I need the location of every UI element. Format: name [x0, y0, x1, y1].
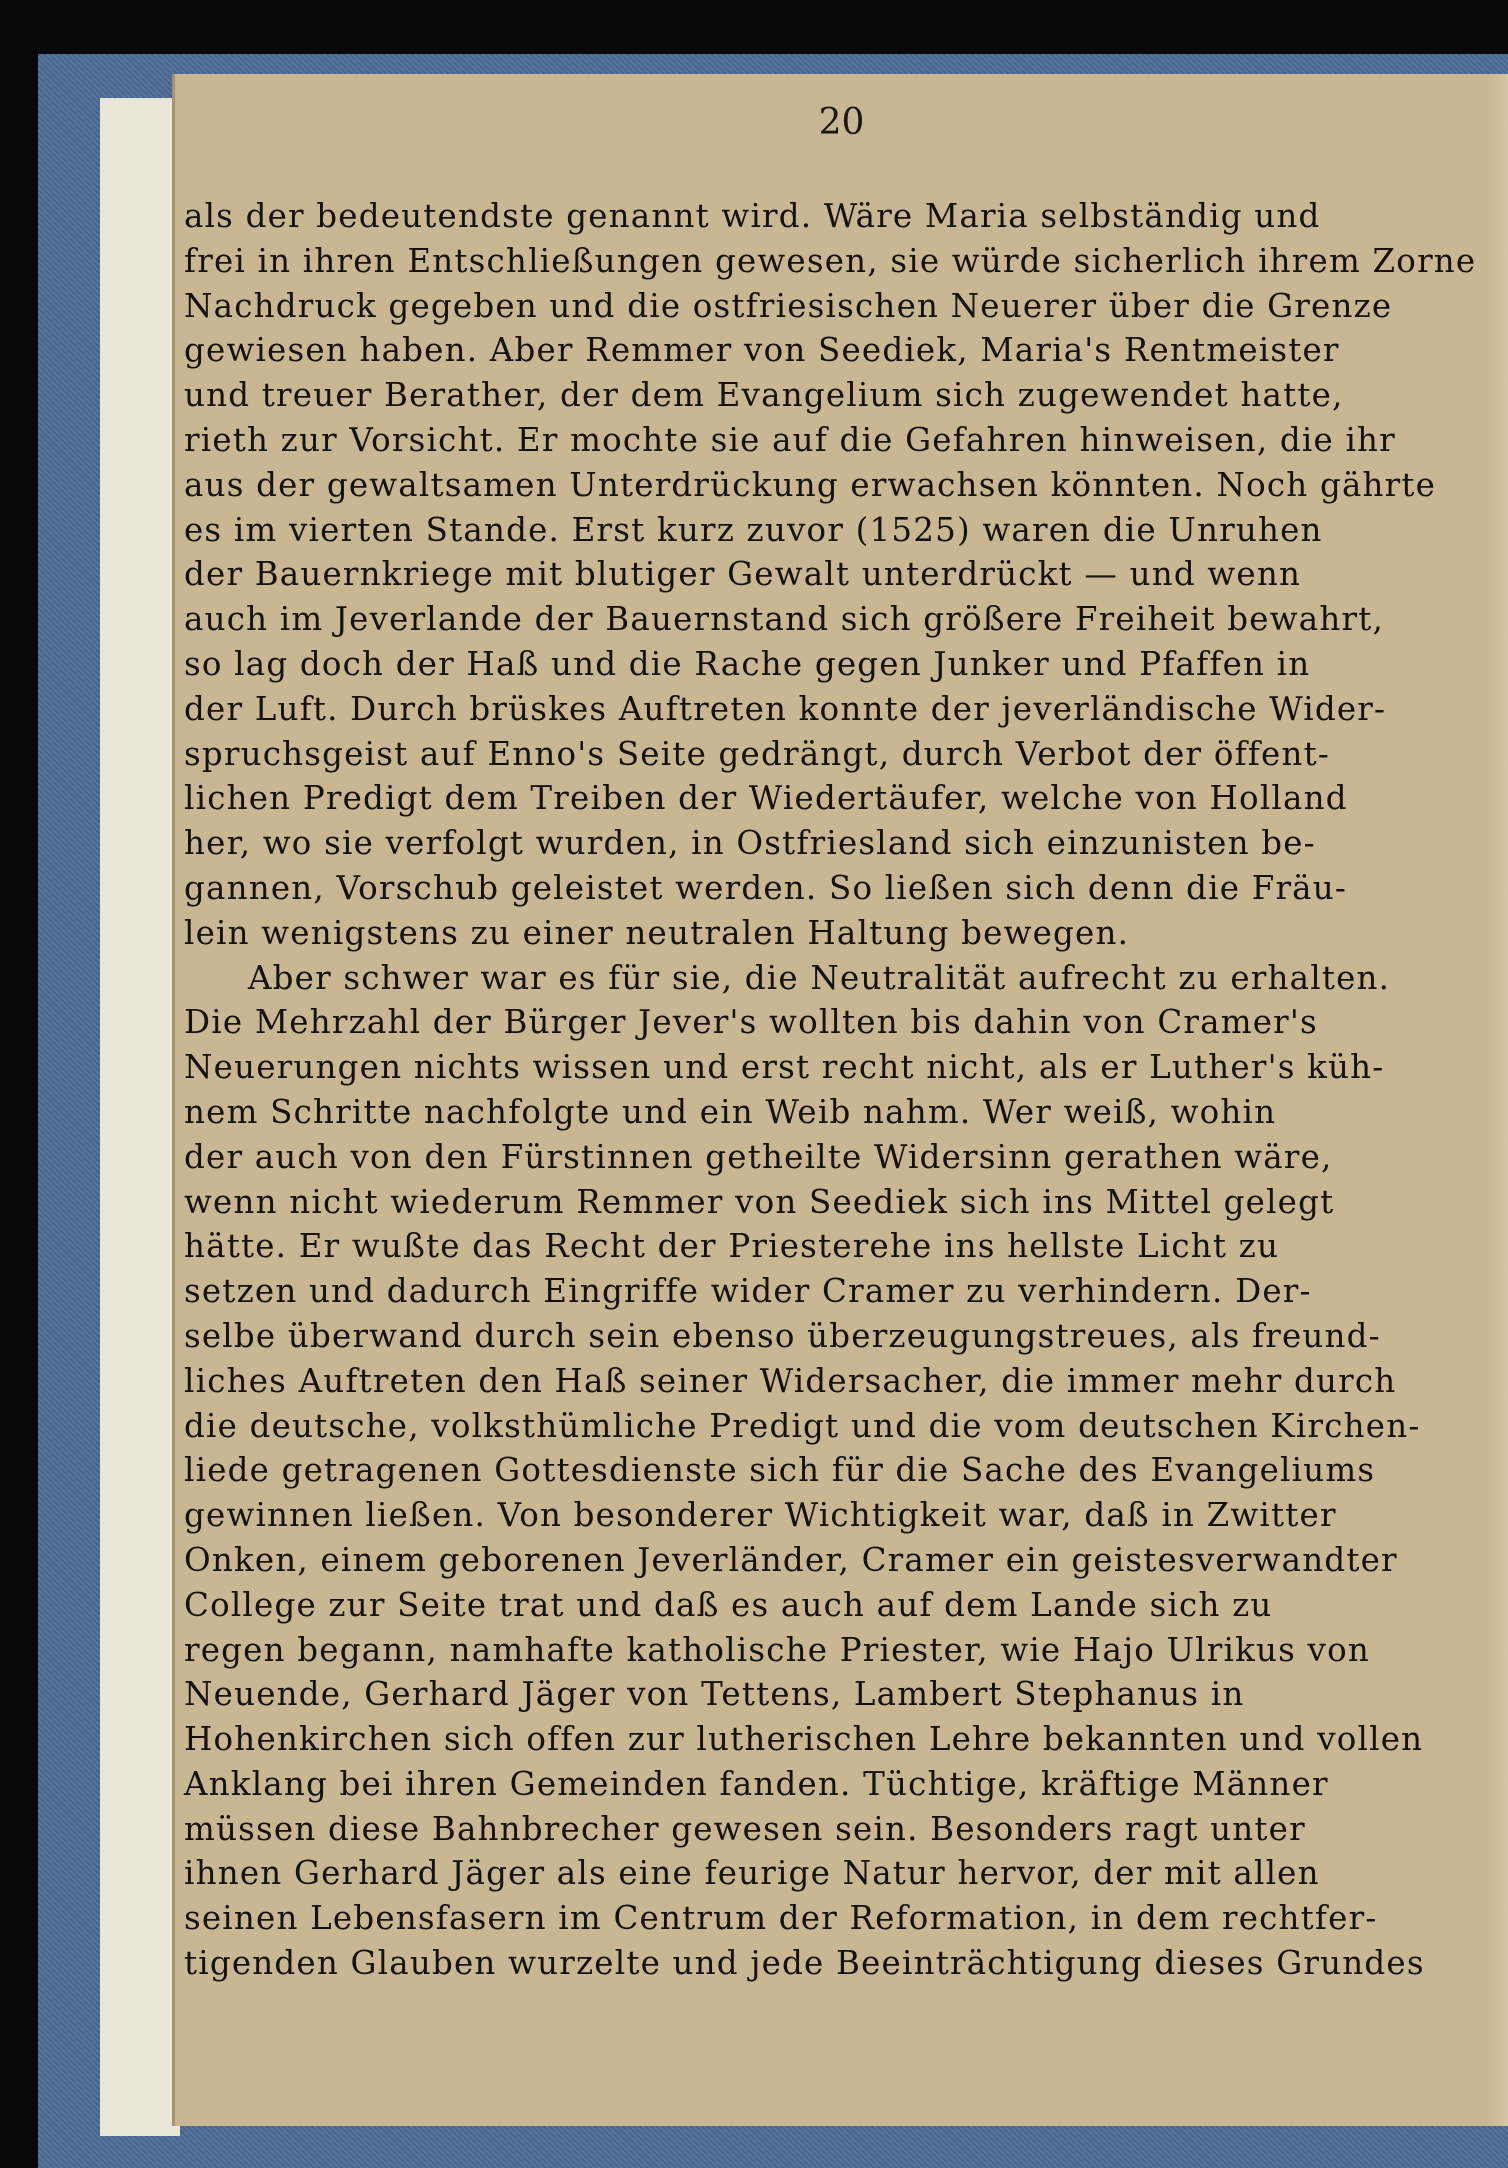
text-line: Aber schwer war es für sie, die Neutralität aufrecht zu erhalten. — [248, 958, 1391, 997]
text-line: liede getragenen Gottesdienste sich für die Sache des Evangeliums — [184, 1451, 1376, 1490]
text-line: gewinnen ließen. Von besonderer Wichtigkeit war, daß in Zwitter — [184, 1496, 1337, 1535]
text-line: Neuerungen nichts wissen und erst recht nicht, als er Luther's küh- — [184, 1048, 1385, 1087]
text-line: lein wenigstens zu einer neutralen Haltung bewegen. — [184, 913, 1130, 952]
text-line: her, wo sie verfolgt wurden, in Ostfriesland sich einzunisten be- — [184, 824, 1316, 863]
text-line: gewiesen haben. Aber Remmer von Seediek, Maria's Rentmeister — [184, 331, 1340, 370]
text-line: ihnen Gerhard Jäger als eine feurige Natur hervor, der mit allen — [184, 1854, 1320, 1893]
text-line: und treuer Berather, der dem Evangelium sich zugewendet hatte, — [184, 376, 1344, 415]
text-line: regen begann, namhafte katholische Priester, wie Hajo Ulrikus von — [184, 1630, 1370, 1669]
page-body — [184, 194, 1484, 1986]
text-line: Hohenkirchen sich offen zur lutherischen Lehre bekannten und vollen — [184, 1720, 1424, 1759]
endpaper — [100, 98, 180, 2136]
text-line: der Bauernkriege mit blutiger Gewalt unterdrückt — und wenn — [184, 555, 1302, 594]
text-line: Die Mehrzahl der Bürger Jever's wollten bis dahin von Cramer's — [184, 1003, 1318, 1042]
text-line: müssen diese Bahnbrecher gewesen sein. Besonders ragt unter — [184, 1809, 1306, 1848]
text-line: selbe überwand durch sein ebenso überzeugungstreues, als freund- — [184, 1316, 1381, 1355]
text-line: wenn nicht wiederum Remmer von Seediek sich ins Mittel gelegt — [184, 1182, 1335, 1221]
text-line: College zur Seite trat und daß es auch auf dem Lande sich zu — [184, 1585, 1273, 1624]
text-line: Nachdruck gegeben und die ostfriesischen Neuerer über die Grenze — [184, 286, 1393, 325]
text-line: Neuende, Gerhard Jäger von Tettens, Lambert Stephanus in — [184, 1675, 1245, 1714]
text-line: so lag doch der Haß und die Rache gegen Junker und Pfaffen in — [184, 644, 1311, 683]
text-line: lichen Predigt dem Treiben der Wiedertäufer, welche von Holland — [184, 779, 1348, 818]
text-line: gannen, Vorschub geleistet werden. So ließen sich denn die Fräu- — [184, 868, 1348, 907]
text-line: nem Schritte nachfolgte und ein Weib nahm. Wer weiß, wohin — [184, 1092, 1277, 1131]
page-edge — [1486, 74, 1508, 2126]
text-line: liches Auftreten den Haß seiner Widersacher, die immer mehr durch — [184, 1361, 1397, 1400]
text-line: hätte. Er wußte das Recht der Priesterehe ins hellste Licht zu — [184, 1227, 1280, 1266]
text-line: spruchsgeist auf Enno's Seite gedrängt, durch Verbot der öffent- — [184, 734, 1331, 773]
text-line: der auch von den Fürstinnen getheilte Widersinn gerathen wäre, — [184, 1137, 1333, 1176]
text-line: auch im Jeverlande der Bauernstand sich größere Freiheit bewahrt, — [184, 600, 1384, 639]
text-line: der Luft. Durch brüskes Auftreten konnte der jeverländische Wider- — [184, 689, 1387, 728]
text-line: als der bedeutendste genannt wird. Wäre Maria selbständig und — [184, 197, 1321, 235]
text-line: aus der gewaltsamen Unterdrückung erwachsen könnten. Noch gährte — [184, 465, 1437, 504]
text-line: seinen Lebensfasern im Centrum der Reformation, in dem rechtfer- — [184, 1899, 1378, 1938]
text-line: frei in ihren Entschließungen gewesen, sie würde sicherlich ihrem Zorne — [184, 241, 1477, 280]
text-line: Anklang bei ihren Gemeinden fanden. Tüchtige, kräftige Männer — [184, 1764, 1329, 1803]
text-line: Onken, einem geborenen Jeverländer, Cramer ein geistesverwandter — [184, 1540, 1398, 1579]
text-line: tigenden Glauben wurzelte und jede Beeinträchtigung dieses Grundes — [184, 1944, 1425, 1983]
text-line: rieth zur Vorsicht. Er mochte sie auf die Gefahren hinweisen, die ihr — [184, 420, 1396, 459]
text-line: die deutsche, volksthümliche Predigt und die vom deutschen Kirchen- — [184, 1406, 1421, 1445]
text-line: setzen und dadurch Eingriffe wider Cramer zu verhindern. Der- — [184, 1272, 1312, 1311]
text-line: es im vierten Stande. Erst kurz zuvor (1525) waren die Unruhen — [184, 510, 1323, 549]
page-number: 20 — [818, 102, 865, 143]
